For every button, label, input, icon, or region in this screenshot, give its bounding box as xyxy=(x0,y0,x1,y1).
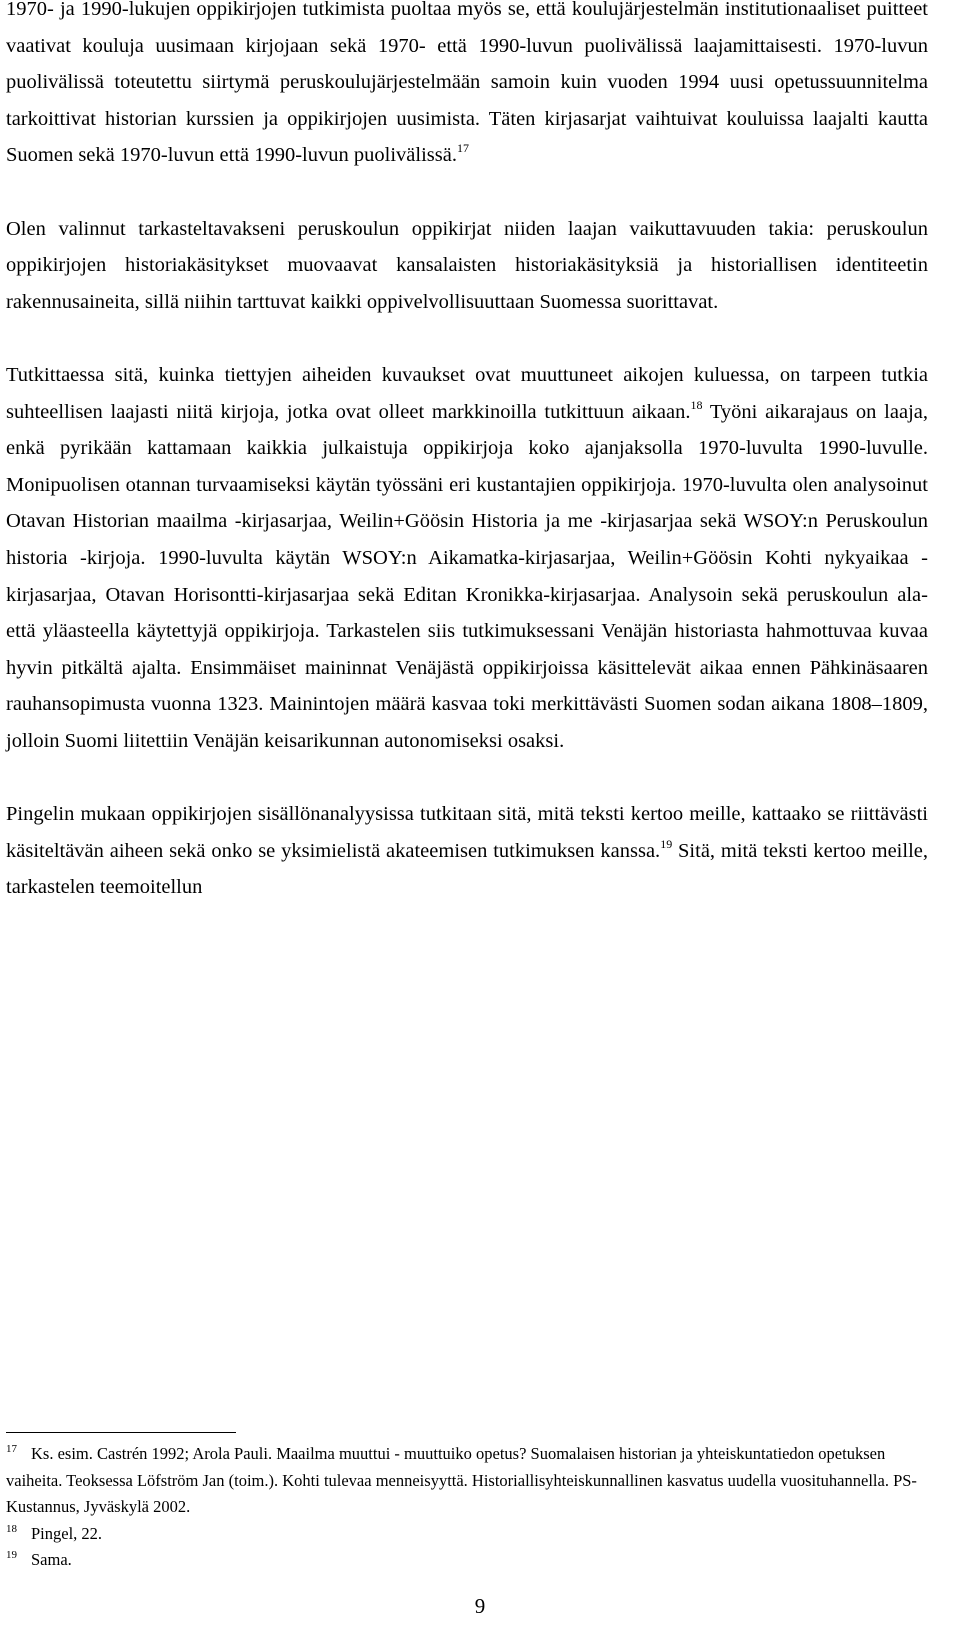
footnote-text: Ks. esim. Castrén 1992; Arola Pauli. Maailma muuttui - muuttuiko opetus? Suomalaisen historian ja yhteiskuntatiedon opetuksen vaiheita. Teoksessa Löfström Jan (toim.). Kohti tulevaa menneisyyttä. Historiallisyhteiskunnallinen kasvatus uudella vuosituhannella. PS-Kustannus, Jyväskylä 2002. xyxy=(6,1444,917,1516)
page-body xyxy=(6,0,928,906)
footnote-number: 19 xyxy=(6,1549,17,1561)
paragraph-text: Olen valinnut tarkasteltavakseni peruskoulun oppikirjat niiden laajan vaikuttavuuden takia: peruskoulun oppikirjojen historiakäsitykset muovaavat kansalaisten historiakäsityksiä ja historiallisen identiteetin rakennusaineita, sillä niihin tarttuvat kaikki oppivelvollisuuttaan Suomessa suorittavat. xyxy=(6,217,928,313)
body-paragraph xyxy=(6,0,928,174)
footnote-divider xyxy=(6,1432,236,1433)
footnote-text: Pingel, 22. xyxy=(31,1523,103,1543)
footnote xyxy=(6,1547,928,1574)
footnote-number: 17 xyxy=(6,1443,17,1455)
footnote-ref[interactable]: 19 xyxy=(660,836,673,851)
footnote-ref[interactable]: 18 xyxy=(690,397,703,412)
body-paragraph xyxy=(6,211,928,321)
paragraph-text: Sitä, mitä teksti kertoo meille, tarkastelen teemoitellun xyxy=(6,839,928,899)
page-number: 9 xyxy=(474,1594,486,1618)
footnotes xyxy=(6,1432,928,1574)
footnote xyxy=(6,1441,928,1521)
footnote-ref[interactable]: 17 xyxy=(456,141,469,156)
paragraph-text: Tutkittaessa sitä, kuinka tiettyjen aiheiden kuvaukset ovat muuttuneet aikojen kuluessa, on tarpeen tutkia suhteellisen laajasti niitä kirjoja, jotka ovat olleet markkinoilla tutkittuun aikaan. xyxy=(6,363,928,423)
footnote-text: Sama. xyxy=(31,1550,72,1569)
paragraph-text: Pingelin mukaan oppikirjojen sisällönanalyysissa tutkitaan sitä, mitä teksti kertoo meille, kattaako se riittävästi käsiteltävän aiheen sekä onko se yksimielistä akateemisen tutkimuksen kanssa. xyxy=(6,803,928,862)
footnote-number: 18 xyxy=(6,1522,17,1535)
body-paragraph xyxy=(6,357,928,760)
footnote xyxy=(6,1521,928,1548)
body-paragraph xyxy=(6,796,928,906)
paragraph-text: Työni aikarajaus on laaja, enkä pyrikään kattamaan kaikkia julkaistuja oppikirjoja koko ajanjaksolla 1970-luvulta 1990-luvulle. Monipuolisen otannan turvaamiseksi käytän työssäni eri kustantajien oppikirjoja. 1970-luvulta olen analysoinut Otavan Historian maailma -kirjasarjaa, Weilin+Göösin Historia ja me -kirjasarjaa sekä WSOY:n Peruskoulun historia -kirjoja. 1990-luvulta käytän WSOY:n Aikamatka-kirjasarjaa, Weilin+Göösin Kohti nykyaikaa -kirjasarjaa, Otavan Horisontti-kirjasarjaa sekä Editan Kronikka-kirjasarjaa. Analysoin sekä peruskoulun ala- että yläasteella käytettyjä oppikirjoja. Tarkastelen siis tutkimuksessani Venäjän historiasta hahmottuvaa kuvaa hyvin pitkältä ajalta. Ensimmäiset maininnat Venäjästä oppikirjoissa käsittelevät aikaa ennen Pähkinäsaaren rauhansopimusta vuonna 1323. Mainintojen määrä kasvaa toki merkittävästi Suomen sodan aikana 1808–1809, jolloin Suomi liitettiin Venäjän keisarikunnan autonomiseksi osaksi. xyxy=(6,400,928,752)
paragraph-text: 1970- ja 1990-lukujen oppikirjojen tutkimista puoltaa myös se, että koulujärjestelmän institutionaaliset puitteet vaativat kouluja uusimaan kirjojaan sekä 1970- että 1990-luvun puolivälissä laajamittaisesti. 1970-luvun puolivälissä toteutettu siirtymä peruskoulujärjestelmään samoin kuin vuoden 1994 uusi opetussuunnitelma tarkoittivat historian kurssien ja oppikirjojen uusimista. Täten kirjasarjat vaihtuivat kouluissa laajalti kautta Suomen sekä 1970-luvun että 1990-luvun puolivälissä. xyxy=(6,0,928,167)
